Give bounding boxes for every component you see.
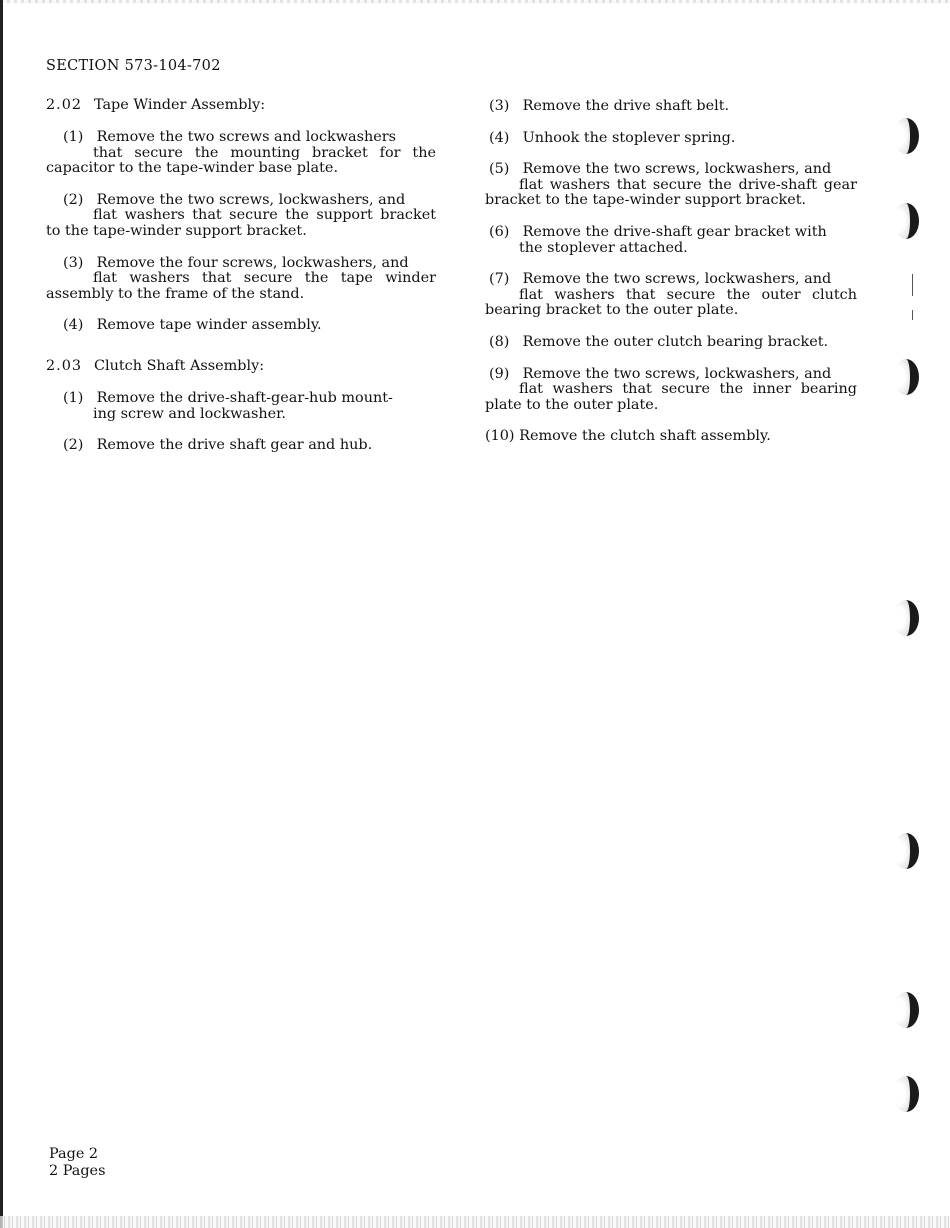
scan-left-edge xyxy=(0,0,3,1228)
punch-hole xyxy=(893,359,919,395)
item-number: (5) xyxy=(489,161,510,178)
item-number: (3) xyxy=(63,254,84,271)
heading-title: Tape Winder Assembly: xyxy=(94,97,266,113)
item-number: (1) xyxy=(63,389,84,406)
scan-top-edge xyxy=(0,0,950,3)
item-number: (9) xyxy=(489,365,510,382)
list-item xyxy=(485,335,857,351)
right-column xyxy=(485,99,857,445)
item-text: Remove the two screws, lockwashers, and xyxy=(96,191,406,208)
item-text-cont: flat washers that secure the tape winder assembly to the frame of the stand. xyxy=(46,270,436,302)
list-item xyxy=(485,225,857,256)
list-item xyxy=(485,367,857,414)
item-number: (1) xyxy=(63,129,84,145)
item-text: Unhook the stoplever spring. xyxy=(522,129,736,146)
list-item xyxy=(46,438,436,454)
item-number: (7) xyxy=(489,271,510,288)
section-header: SECTION 573-104-702 xyxy=(46,58,221,74)
item-number: (2) xyxy=(63,437,84,454)
item-number: (4) xyxy=(63,317,84,334)
page-number: Page 2 xyxy=(49,1146,99,1162)
item-number: (8) xyxy=(489,333,510,350)
item-text: Remove the drive-shaft gear bracket with xyxy=(522,223,827,240)
list-item xyxy=(46,391,436,422)
list-item xyxy=(46,193,436,240)
item-text-cont: that secure the mounting bracket for the capacitor to the tape-winder base plate. xyxy=(46,144,436,177)
heading-number: 2.03 xyxy=(46,357,83,374)
list-item xyxy=(485,272,857,319)
item-text: Remove the two screws, lockwashers, and xyxy=(522,161,832,178)
scan-mark xyxy=(912,274,913,296)
item-number: (2) xyxy=(63,191,84,208)
item-text: Remove the two screws, lockwashers, and xyxy=(522,271,832,288)
item-text: Remove the two screws and lockwashers xyxy=(96,129,397,145)
item-text-cont: flat washers that secure the support bracket to the tape-winder support bracket. xyxy=(46,207,436,239)
heading-tape-winder xyxy=(46,97,436,114)
left-column xyxy=(46,97,436,454)
item-number: (6) xyxy=(489,223,510,240)
item-text: Remove tape winder assembly. xyxy=(96,317,322,334)
list-item xyxy=(46,130,436,177)
page-footer xyxy=(49,1146,105,1180)
heading-number: 2.02 xyxy=(46,97,83,113)
list-item xyxy=(485,429,857,445)
scan-mark xyxy=(912,310,913,320)
heading-title: Clutch Shaft Assembly: xyxy=(94,357,265,374)
item-text-cont: ing screw and lockwasher. xyxy=(93,405,287,422)
item-text-cont: flat washers that secure the inner bearing plate to the outer plate. xyxy=(485,381,857,413)
punch-hole xyxy=(893,992,919,1028)
list-item xyxy=(46,256,436,303)
item-text-cont: flat washers that secure the drive-shaft gear bracket to the tape-winder support bracket. xyxy=(485,176,857,209)
item-text: Remove the drive shaft gear and hub. xyxy=(96,437,373,454)
punch-hole xyxy=(893,600,919,636)
list-item xyxy=(485,162,857,209)
list-item xyxy=(485,99,857,115)
item-number: (10) xyxy=(485,428,515,445)
item-text: Remove the outer clutch bearing bracket. xyxy=(522,333,829,350)
list-item xyxy=(485,131,857,147)
punch-hole xyxy=(893,833,919,869)
item-text: Remove the drive-shaft-gear-hub mount- xyxy=(96,389,393,406)
list-item xyxy=(46,318,436,334)
item-number: (3) xyxy=(489,98,510,114)
page-count: 2 Pages xyxy=(49,1163,106,1179)
item-number: (4) xyxy=(489,129,510,146)
punch-hole xyxy=(893,1076,919,1112)
punch-hole xyxy=(893,118,919,154)
item-text: Remove the clutch shaft assembly. xyxy=(519,428,771,445)
heading-clutch-shaft xyxy=(46,358,436,375)
item-text: Remove the drive shaft belt. xyxy=(522,98,730,114)
scan-bottom-edge xyxy=(0,1216,950,1228)
item-text: Remove the two screws, lockwashers, and xyxy=(522,365,832,382)
item-text-cont: the stoplever attached. xyxy=(519,239,688,256)
punch-hole xyxy=(893,203,919,239)
item-text-cont: flat washers that secure the outer clutch bearing bracket to the outer plate. xyxy=(485,286,857,319)
item-text: Remove the four screws, lockwashers, and xyxy=(96,254,409,271)
